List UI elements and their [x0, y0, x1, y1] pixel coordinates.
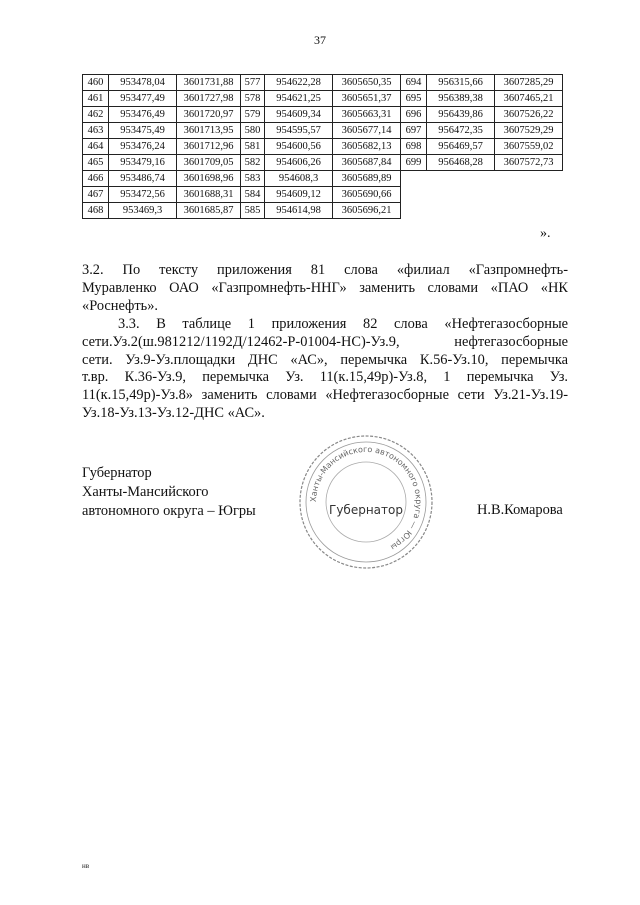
- paragraph-line: сети.Уз.2(ш.981212/1192Д/12462-Р-01004-НС)-Уз.9, нефтегазосборные: [82, 333, 568, 350]
- table-row: [83, 155, 563, 171]
- paragraph-3-2: [82, 262, 568, 315]
- paragraph-line: 3.2. По тексту приложения 81 слова «филиал «Газпромнефть-: [82, 262, 568, 278]
- point-number-cell: 578: [241, 91, 265, 107]
- x-coordinate-cell: 953476,24: [109, 139, 177, 155]
- x-coordinate-cell: 954609,34: [265, 107, 333, 123]
- empty-cell: [401, 187, 427, 203]
- table-row: [83, 75, 563, 91]
- x-coordinate-cell: 954606,26: [265, 155, 333, 171]
- point-number-cell: 463: [83, 123, 109, 139]
- point-number-cell: 581: [241, 139, 265, 155]
- seal-center-text: Губернатор: [329, 503, 403, 517]
- point-number-cell: 460: [83, 75, 109, 91]
- x-coordinate-cell: 956389,38: [427, 91, 495, 107]
- table-row: [83, 91, 563, 107]
- x-coordinate-cell: 956468,28: [427, 155, 495, 171]
- y-coordinate-cell: 3601713,95: [177, 123, 241, 139]
- paragraph-line: Уз.18-Уз.13-Уз.12-ДНС «АС».: [82, 404, 265, 421]
- paragraph-line: т.вр. К.36-Уз.9, перемычка Уз. 11(к.15,49р)-Уз.8, 1 перемычка Уз.: [82, 369, 568, 386]
- x-coordinate-cell: 953478,04: [109, 75, 177, 91]
- table-row: [83, 203, 563, 219]
- y-coordinate-cell: 3607559,02: [495, 139, 563, 155]
- signatory-title-line: Ханты-Мансийского: [82, 484, 209, 500]
- point-number-cell: 579: [241, 107, 265, 123]
- empty-cell: [401, 171, 427, 187]
- y-coordinate-cell: 3605677,14: [333, 123, 401, 139]
- signatory-title: [82, 464, 256, 521]
- y-coordinate-cell: 3601727,98: [177, 91, 241, 107]
- point-number-cell: 695: [401, 91, 427, 107]
- x-coordinate-cell: 953477,49: [109, 91, 177, 107]
- x-coordinate-cell: 953486,74: [109, 171, 177, 187]
- empty-cell: [495, 171, 563, 187]
- coordinates-table: [82, 74, 563, 219]
- point-number-cell: 467: [83, 187, 109, 203]
- paragraph-line: «Роснефть».: [82, 297, 159, 314]
- point-number-cell: 698: [401, 139, 427, 155]
- point-number-cell: 694: [401, 75, 427, 91]
- empty-cell: [495, 203, 563, 219]
- footer-mark: нв: [82, 862, 90, 870]
- y-coordinate-cell: 3601709,05: [177, 155, 241, 171]
- x-coordinate-cell: 956315,66: [427, 75, 495, 91]
- y-coordinate-cell: 3601685,87: [177, 203, 241, 219]
- page-number: 37: [314, 33, 326, 47]
- x-coordinate-cell: 954595,57: [265, 123, 333, 139]
- y-coordinate-cell: 3607285,29: [495, 75, 563, 91]
- x-coordinate-cell: 953479,16: [109, 155, 177, 171]
- paragraph-line: 11(к.15,49р)-Уз.8» заменить словами «Нефтегазосборные сети Уз.21-Уз.19-: [82, 387, 568, 404]
- paragraph-line: сети. Уз.9-Уз.площадки ДНС «АС», перемычка К.56-Уз.10, перемычка: [82, 351, 568, 368]
- y-coordinate-cell: 3607529,29: [495, 123, 563, 139]
- y-coordinate-cell: 3607526,22: [495, 107, 563, 123]
- point-number-cell: 584: [241, 187, 265, 203]
- empty-cell: [495, 187, 563, 203]
- x-coordinate-cell: 954609,12: [265, 187, 333, 203]
- paragraph-line: 3.3. В таблице 1 приложения 82 слова «Нефтегазосборные: [118, 316, 568, 332]
- point-number-cell: 582: [241, 155, 265, 171]
- point-number-cell: 468: [83, 203, 109, 219]
- x-coordinate-cell: 953475,49: [109, 123, 177, 139]
- point-number-cell: 696: [401, 107, 427, 123]
- x-coordinate-cell: 956439,86: [427, 107, 495, 123]
- paragraph-3-3: [82, 316, 568, 423]
- signatory-name: Н.В.Комарова: [477, 502, 563, 518]
- y-coordinate-cell: 3607572,73: [495, 155, 563, 171]
- official-seal: [296, 424, 436, 574]
- x-coordinate-cell: 953469,3: [109, 203, 177, 219]
- seal-ring-text: Ханты-Мансийского автономного округа — Югры: [308, 444, 424, 552]
- x-coordinate-cell: 953476,49: [109, 107, 177, 123]
- y-coordinate-cell: 3607465,21: [495, 91, 563, 107]
- table-row: [83, 187, 563, 203]
- x-coordinate-cell: 954621,25: [265, 91, 333, 107]
- table-row: [83, 139, 563, 155]
- x-coordinate-cell: 953472,56: [109, 187, 177, 203]
- point-number-cell: 697: [401, 123, 427, 139]
- y-coordinate-cell: 3605690,66: [333, 187, 401, 203]
- x-coordinate-cell: 954622,28: [265, 75, 333, 91]
- y-coordinate-cell: 3601698,96: [177, 171, 241, 187]
- empty-cell: [427, 203, 495, 219]
- y-coordinate-cell: 3605650,35: [333, 75, 401, 91]
- x-coordinate-cell: 956469,57: [427, 139, 495, 155]
- signatory-title-line: Губернатор: [82, 465, 152, 481]
- paragraph-line: Муравленко ОАО «Газпромнефть-ННГ» заменить словами «ПАО «НК: [82, 279, 568, 296]
- empty-cell: [401, 203, 427, 219]
- point-number-cell: 699: [401, 155, 427, 171]
- y-coordinate-cell: 3605689,89: [333, 171, 401, 187]
- signatory-title-line: автономного округа – Югры: [82, 503, 256, 519]
- table-row: [83, 123, 563, 139]
- x-coordinate-cell: 954600,56: [265, 139, 333, 155]
- point-number-cell: 465: [83, 155, 109, 171]
- point-number-cell: 466: [83, 171, 109, 187]
- point-number-cell: 462: [83, 107, 109, 123]
- point-number-cell: 464: [83, 139, 109, 155]
- y-coordinate-cell: 3605687,84: [333, 155, 401, 171]
- table-row: [83, 171, 563, 187]
- y-coordinate-cell: 3605696,21: [333, 203, 401, 219]
- empty-cell: [427, 187, 495, 203]
- y-coordinate-cell: 3605663,31: [333, 107, 401, 123]
- y-coordinate-cell: 3605682,13: [333, 139, 401, 155]
- empty-cell: [427, 171, 495, 187]
- point-number-cell: 461: [83, 91, 109, 107]
- point-number-cell: 577: [241, 75, 265, 91]
- y-coordinate-cell: 3601712,96: [177, 139, 241, 155]
- x-coordinate-cell: 954608,3: [265, 171, 333, 187]
- y-coordinate-cell: 3601720,97: [177, 107, 241, 123]
- y-coordinate-cell: 3601688,31: [177, 187, 241, 203]
- x-coordinate-cell: 956472,35: [427, 123, 495, 139]
- point-number-cell: 583: [241, 171, 265, 187]
- point-number-cell: 585: [241, 203, 265, 219]
- x-coordinate-cell: 954614,98: [265, 203, 333, 219]
- y-coordinate-cell: 3605651,37: [333, 91, 401, 107]
- table-row: [83, 107, 563, 123]
- y-coordinate-cell: 3601731,88: [177, 75, 241, 91]
- point-number-cell: 580: [241, 123, 265, 139]
- closing-quote: ».: [540, 226, 551, 241]
